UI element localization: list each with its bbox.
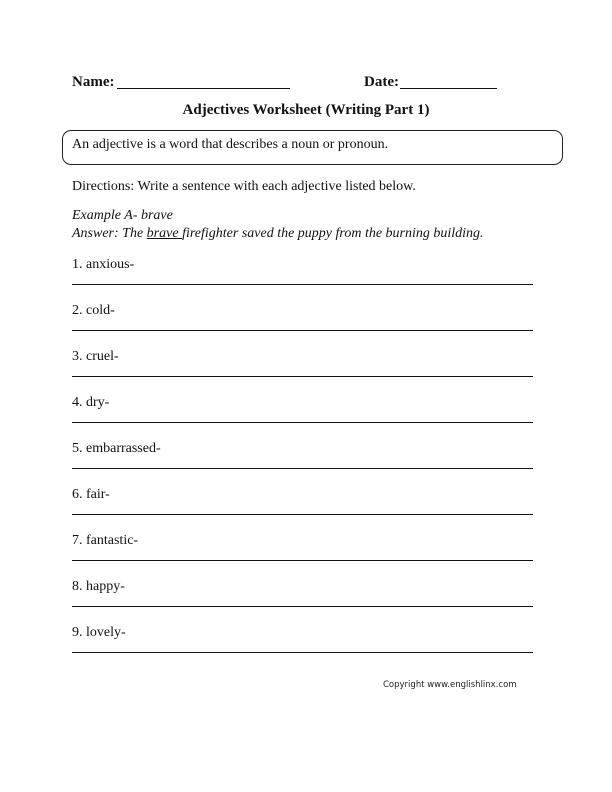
item-label: 2. cold-	[72, 303, 115, 318]
item-label: 5. embarrassed-	[72, 441, 161, 456]
example-answer	[72, 225, 484, 242]
name-label: Name:	[72, 74, 115, 90]
date-label: Date:	[364, 74, 399, 90]
answer-line[interactable]	[72, 560, 533, 561]
date-blank[interactable]	[400, 88, 497, 89]
item-label: 9. lovely-	[72, 625, 126, 640]
answer-line[interactable]	[72, 606, 533, 607]
item-label: 8. happy-	[72, 579, 125, 594]
answer-line[interactable]	[72, 652, 533, 653]
directions-text: Directions: Write a sentence with each adjective listed below.	[72, 179, 416, 194]
answer-line[interactable]	[72, 376, 533, 377]
answer-line[interactable]	[72, 422, 533, 423]
definition-text: An adjective is a word that describes a noun or pronoun.	[72, 137, 389, 152]
item-label: 4. dry-	[72, 395, 110, 410]
answer-line[interactable]	[72, 468, 533, 469]
item-label: 7. fantastic-	[72, 533, 139, 548]
answer-line[interactable]	[72, 284, 533, 285]
item-label: 6. fair-	[72, 487, 110, 502]
answer-suffix: firefighter saved the puppy from the burning building.	[182, 226, 484, 241]
copyright-text: Copyright www.englishlinx.com	[383, 680, 517, 690]
name-blank[interactable]	[117, 88, 290, 89]
answer-line[interactable]	[72, 514, 533, 515]
page-title: Adjectives Worksheet (Writing Part 1)	[182, 102, 430, 118]
answer-line[interactable]	[72, 330, 533, 331]
item-label: 3. cruel-	[72, 349, 119, 364]
item-label: 1. anxious-	[72, 257, 135, 272]
answer-word: brave	[146, 226, 183, 241]
example-label: Example A- brave	[72, 208, 173, 223]
answer-prefix: Answer: The	[72, 226, 147, 241]
